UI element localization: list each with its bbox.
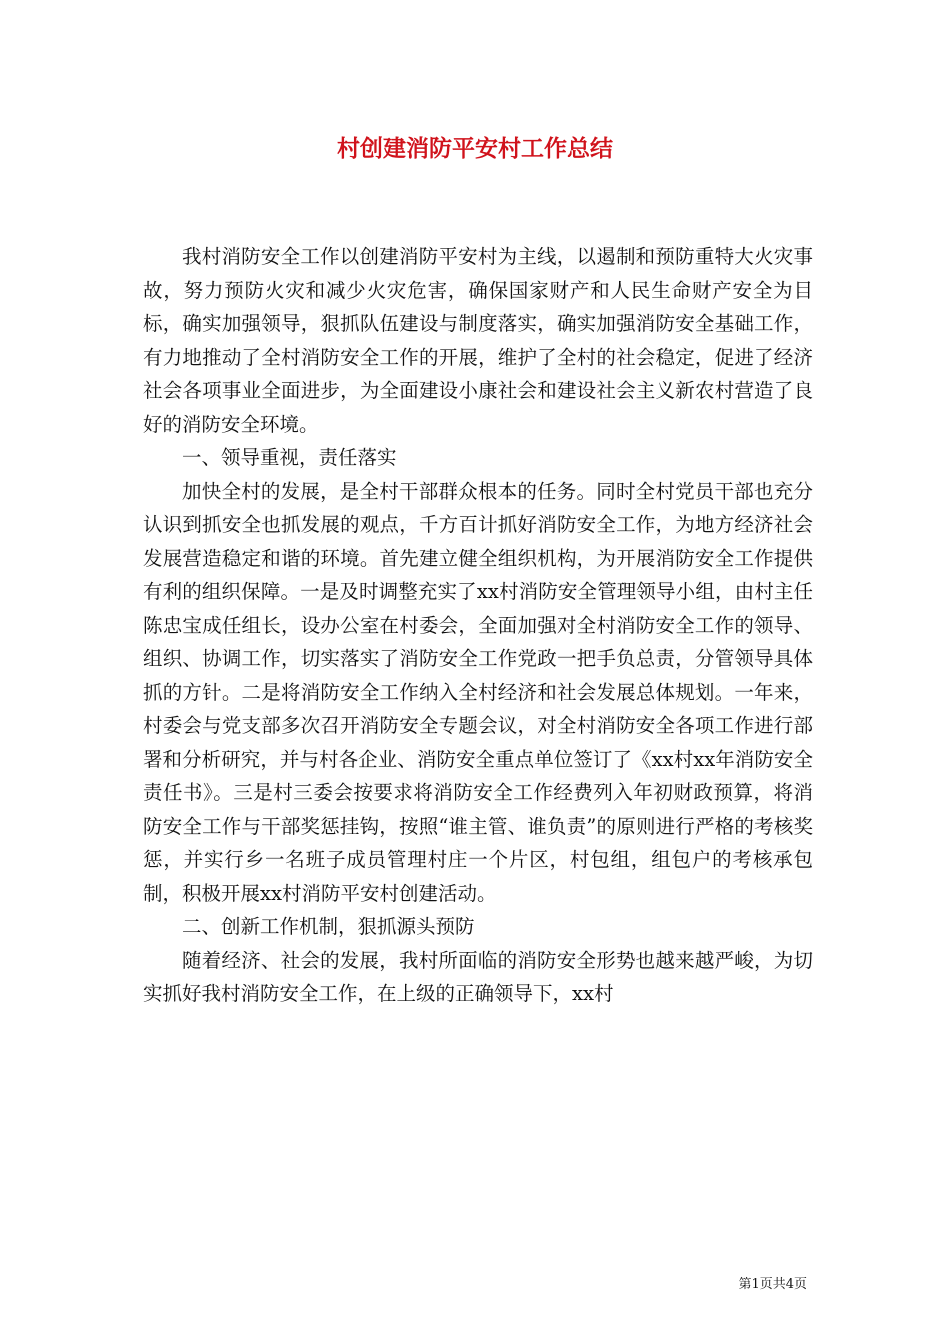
document-body <box>143 240 813 1011</box>
intro-paragraph: 我村消防安全工作以创建消防平安村为主线，以遏制和预防重特大火灾事故，努力预防火灾和减少火灾危害，确保国家财产和人民生命财产安全为目标，确实加强领导，狠抓队伍建设与制度落实，确实加强消防安全基础工作，有力地推动了全村消防安全工作的开展，维护了全村的社会稳定，促进了经济社会各项事业全面进步，为全面建设小康社会和建设社会主义新农村营造了良好的消防安全环境。 <box>143 245 813 436</box>
document-title: 村创建消防平安村工作总结 <box>337 135 613 162</box>
section-heading-1: 一、领导重视，责任落实 <box>182 446 397 469</box>
page-number: 第1页共4页 <box>738 1277 807 1292</box>
section-1-paragraph: 加快全村的发展，是全村干部群众根本的任务。同时全村党员干部也充分认识到抓安全也抓发展的观点，千方百计抓好消防安全工作，为地方经济社会发展营造稳定和谐的环境。首先建立健全组织机构，为开展消防安全工作提供有利的组织保障。一是及时调整充实了xx村消防安全管理领导小组，由村主任陈忠宝成任组长，设办公室在村委会，全面加强对全村消防安全工作的领导、组织、协调工作，切实落实了消防安全工作党政一把手负总责，分管领导具体抓的方针。二是将消防安全工作纳入全村经济和社会发展总体规划。一年来，村委会与党支部多次召开消防安全专题会议，对全村消防安全各项工作进行部署和分析研究，并与村各企业、消防安全重点单位签订了《xx村xx年消防安全责任书》。三是村三委会按要求将消防安全工作经费列入年初财政预算，将消防安全工作与干部奖惩挂钩，按照“谁主管、谁负责”的原则进行严格的考核奖惩，并实行乡一名班子成员管理村庄一个片区，村包组，组包户的考核承包制，积极开展xx村消防平安村创建活动。 <box>143 479 813 905</box>
section-2-paragraph: 随着经济、社会的发展，我村所面临的消防安全形势也越来越严峻，为切实抓好我村消防安全工作，在上级的正确领导下，xx村 <box>143 948 813 1005</box>
section-heading-2: 二、创新工作机制，狠抓源头预防 <box>182 915 475 938</box>
